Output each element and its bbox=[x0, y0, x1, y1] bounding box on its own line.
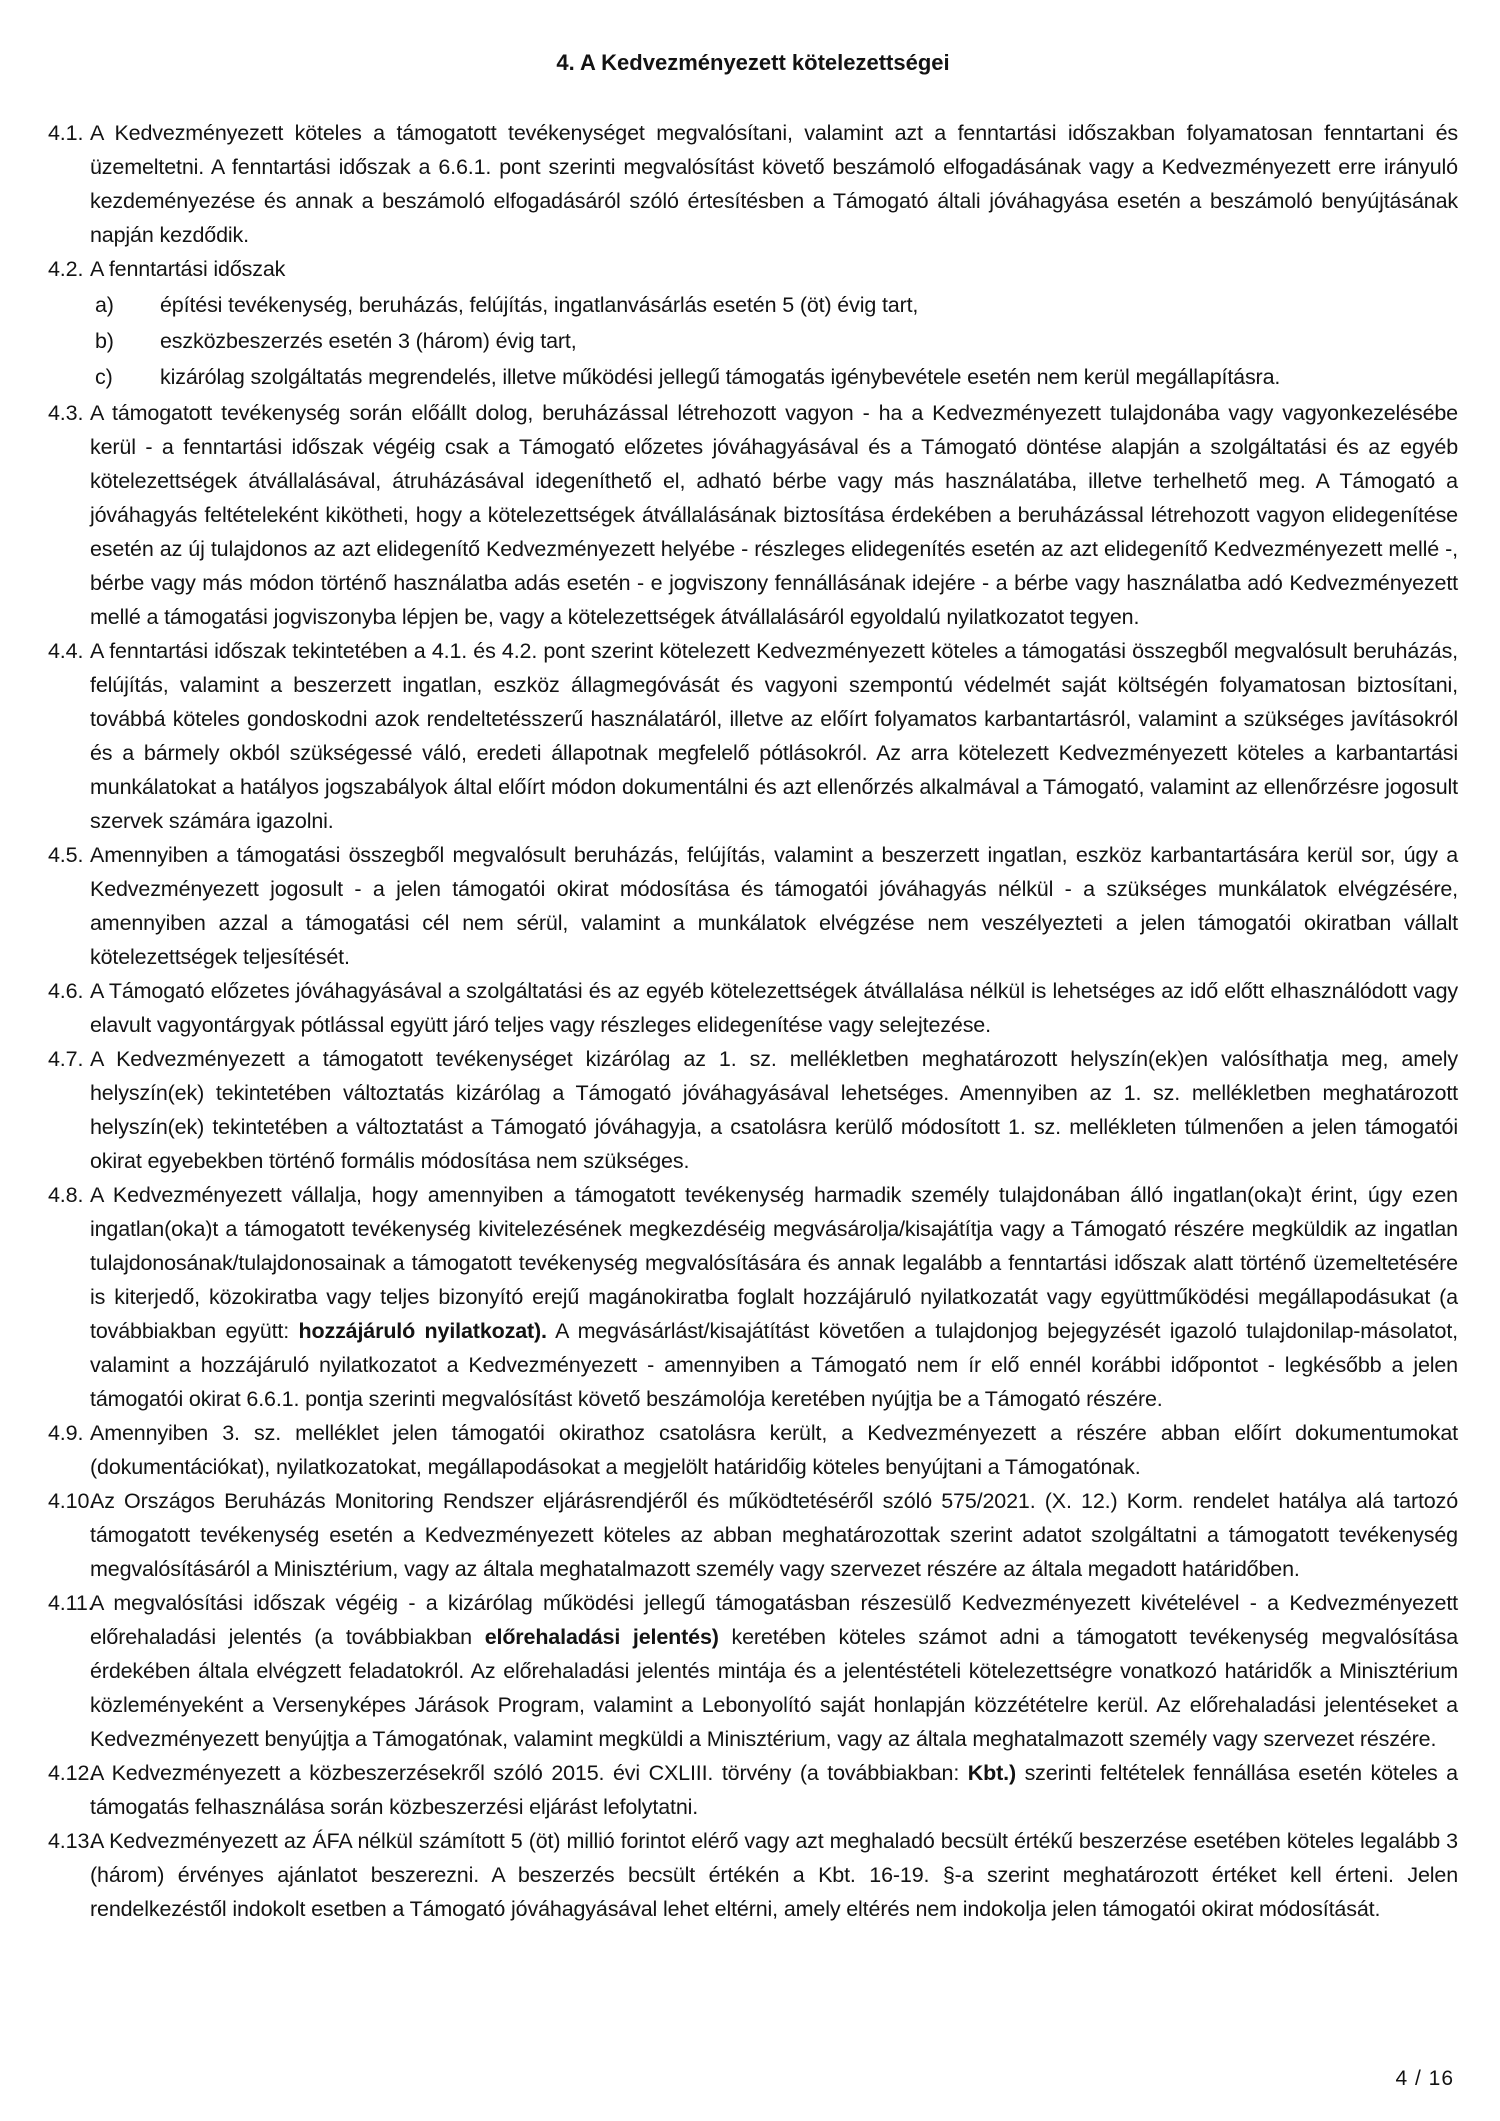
item-text: A fenntartási időszak bbox=[90, 257, 286, 281]
page-number: 4 / 16 bbox=[1395, 2067, 1454, 2090]
sub-item bbox=[90, 288, 1458, 322]
item-number: 4.2. bbox=[48, 257, 84, 281]
list-item bbox=[48, 252, 1458, 394]
item-number: 4.1. bbox=[48, 121, 84, 145]
item-number: 4.4. bbox=[48, 639, 84, 663]
item-number: 4.3. bbox=[48, 401, 84, 425]
item-text: A támogatott tevékenység során előállt dolog, beruházással létrehozott vagyon - ha a Kedvezményezett tulajdonába vagy vagyonkezelésébe kerül - a fenntartási időszak végéig csak a Támogató előzetes jóváhagyásával és a Támogató döntése alapján a szolgáltatási és az egyéb kötelezettségek átvállalásával, átruházásával idegeníthető el, adható bérbe vagy más használatába, illetve terhelhető meg. A Támogató a jóváhagyás feltételeként kikötheti, hogy a kötelezettségek átvállalásának biztosítása érdekében a beruházással létrehozott vagyon elidegenítése esetén az új tulajdonos az azt elidegenítő Kedvezményezett helyébe - részleges elidegenítés esetén az azt elidegenítő Kedvezményezett mellé -, bérbe vagy más módon történő használatba adás esetén - e jogviszony fennállásának idejére - a bérbe vagy használatba adó Kedvezményezett mellé a támogatási jogviszonyba lépjen be, vagy a kötelezettségek átvállalásáról egyoldalú nyilatkozatot tegyen. bbox=[90, 401, 1458, 629]
sub-item-text: építési tevékenység, beruházás, felújítás, ingatlanvásárlás esetén 5 (öt) évig tart, bbox=[160, 293, 919, 317]
item-number: 4.12. bbox=[48, 1761, 96, 1785]
item-text: A Kedvezményezett a közbeszerzésekről szóló 2015. évi CXLIII. törvény (a továbbiakban: Kbt.) szerinti feltételek fennállása esetén köteles a támogatás felhasználása során közbeszerzési eljárást lefolytatni. bbox=[90, 1761, 1458, 1819]
sub-item-text: kizárólag szolgáltatás megrendelés, illetve működési jellegű támogatás igénybevétele esetén nem kerül megállapításra. bbox=[160, 365, 1281, 389]
list-item bbox=[48, 1178, 1458, 1416]
item-number: 4.5. bbox=[48, 843, 84, 867]
sub-item-letter: a) bbox=[95, 293, 114, 317]
list-item bbox=[48, 1586, 1458, 1756]
sub-item bbox=[90, 360, 1458, 394]
item-text: A Kedvezményezett az ÁFA nélkül számított 5 (öt) millió forintot elérő vagy azt meghaladó becsült értékű beszerzése esetében köteles legalább 3 (három) érvényes ajánlatot beszerezni. A beszerzés becsült értékén a Kbt. 16-19. §-a szerint meghatározott értéket kell érteni. Jelen rendelkezéstől indokolt esetben a Támogató jóváhagyásával lehet eltérni, amely eltérés nem indokolja jelen támogatói okirat módosítását. bbox=[90, 1829, 1458, 1921]
item-number: 4.9. bbox=[48, 1421, 84, 1445]
page-title: 4. A Kedvezményezett kötelezettségei bbox=[556, 50, 950, 75]
sub-item bbox=[90, 324, 1458, 358]
list-item bbox=[48, 396, 1458, 634]
item-text: A Kedvezményezett vállalja, hogy amennyiben a támogatott tevékenység harmadik személy tulajdonában álló ingatlan(oka)t érint, úgy ezen ingatlan(oka)t a támogatott tevékenység kivitelezésének megkezdéséig megvásárolja/kisajátítja vagy a Támogató részére megküldik az ingatlan tulajdonosának/tulajdonosainak a támogatott tevékenység megvalósítására és annak legalább a fenntartási időszak alatt történő üzemeltetésére is kiterjedő, közokiratba vagy teljes bizonyító erejű magánokiratba foglalt hozzájáruló nyilatkozatát vagy együttműködési megállapodásukat (a továbbiakban együtt: hozzájáruló nyilatkozat). A megvásárlást/kisajátítást követően a tulajdonjog bejegyzését igazoló tulajdonilap-másolatot, valamint a hozzájáruló nyilatkozatot a Kedvezményezett - amennyiben a Támogató nem ír elő ennél korábbi időpontot - legkésőbb a jelen támogatói okirat 6.6.1. pontja szerinti megvalósítást követő beszámolója keretében nyújtja be a Támogató részére. bbox=[90, 1183, 1458, 1411]
list-item bbox=[48, 116, 1458, 252]
list-item bbox=[48, 974, 1458, 1042]
item-text: A Kedvezményezett a támogatott tevékenységet kizárólag az 1. sz. mellékletben meghatározott helyszín(ek)en valósíthatja meg, amely helyszín(ek) tekintetében változtatás kizárólag a Támogató jóváhagyásával lehetséges. Amennyiben az 1. sz. mellékletben meghatározott helyszín(ek) tekintetében a változtatást a Támogató jóváhagyja, a csatolásra kerülő módosított 1. sz. mellékleten túlmenően a jelen támogatói okirat egyebekben történő formális módosítása nem szükséges. bbox=[90, 1047, 1458, 1173]
obligations-list bbox=[48, 116, 1458, 1926]
list-item bbox=[48, 634, 1458, 838]
item-text: A Kedvezményezett köteles a támogatott tevékenységet megvalósítani, valamint azt a fenntartási időszakban folyamatosan fenntartani és üzemeltetni. A fenntartási időszak a 6.6.1. pont szerinti megvalósítást követő beszámoló elfogadásának vagy a Kedvezményezett erre irányuló kezdeményezése és annak a beszámoló elfogadásáról szóló értesítésben a Támogató általi jóváhagyása esetén a beszámoló benyújtásának napján kezdődik. bbox=[90, 121, 1458, 247]
list-item bbox=[48, 1756, 1458, 1824]
list-item bbox=[48, 1484, 1458, 1586]
item-text: Az Országos Beruházás Monitoring Rendszer eljárásrendjéről és működtetéséről szóló 575/2021. (X. 12.) Korm. rendelet hatálya alá tartozó támogatott tevékenység esetén a Kedvezményezett köteles az abban meghatározottak szerint adatot szolgáltatni a támogatott tevékenység megvalósításáról a Minisztérium, vagy az általa meghatalmazott személy vagy szervezet részére az általa megadott határidőben. bbox=[90, 1489, 1458, 1581]
item-text: A Támogató előzetes jóváhagyásával a szolgáltatási és az egyéb kötelezettségek átvállalása nélkül is lehetséges az idő előtt elhasználódott vagy elavult vagyontárgyak pótlással együtt járó teljes vagy részleges elidegenítése vagy selejtezése. bbox=[90, 979, 1458, 1037]
item-text: A fenntartási időszak tekintetében a 4.1. és 4.2. pont szerint kötelezett Kedvezményezett köteles a támogatási összegből megvalósult beruházás, felújítás, valamint a beszerzett ingatlan, eszköz állagmegóvását és vagyoni szempontú védelmét saját költségén folyamatosan biztosítani, továbbá köteles gondoskodni azok rendeltetésszerű használatáról, illetve az előírt folyamatos karbantartásról, valamint a szükséges javításokról és a bármely okból szükségessé váló, eredeti állapotnak megfelelő pótlásokról. Az arra kötelezett Kedvezményezett köteles a karbantartási munkálatokat a hatályos jogszabályok által előírt módon dokumentálni és azt ellenőrzés alkalmával a Támogató, valamint az ellenőrzésre jogosult szervek számára igazolni. bbox=[90, 639, 1458, 833]
item-number: 4.13. bbox=[48, 1829, 96, 1853]
item-number: 4.6. bbox=[48, 979, 84, 1003]
item-text: Amennyiben 3. sz. melléklet jelen támogatói okirathoz csatolásra került, a Kedvezményezett a részére abban előírt dokumentumokat (dokumentációkat), nyilatkozatokat, megállapodásokat a megjelölt határidőig köteles benyújtani a Támogatónak. bbox=[90, 1421, 1458, 1479]
item-text: Amennyiben a támogatási összegből megvalósult beruházás, felújítás, valamint a beszerzett ingatlan, eszköz karbantartására kerül sor, úgy a Kedvezményezett jogosult - a jelen támogatói okirat módosítása és támogatói jóváhagyás nélkül - a szükséges munkálatok elvégzésére, amennyiben azzal a támogatási cél nem sérül, valamint a munkálatok elvégzése nem veszélyezteti a jelen támogatói okiratban vállalt kötelezettségek teljesítését. bbox=[90, 843, 1458, 969]
list-item bbox=[48, 1416, 1458, 1484]
item-number: 4.8. bbox=[48, 1183, 84, 1207]
item-number: 4.7. bbox=[48, 1047, 84, 1071]
list-item bbox=[48, 1824, 1458, 1926]
sub-item-letter: b) bbox=[95, 329, 114, 353]
list-item bbox=[48, 838, 1458, 974]
sub-item-text: eszközbeszerzés esetén 3 (három) évig tart, bbox=[160, 329, 577, 353]
item-text: A megvalósítási időszak végéig - a kizárólag működési jellegű támogatásban részesülő Kedvezményezett kivételével - a Kedvezményezett előrehaladási jelentés (a továbbiakban előrehaladási jelentés) keretében köteles számot adni a támogatott tevékenység megvalósítása érdekében általa elvégzett feladatokról. Az előrehaladási jelentés mintája és a jelentéstételi kötelezettségre vonatkozó határidők a Minisztérium közleményeként a Versenyképes Járások Program, valamint a Lebonyolító saját honlapján közzétételre kerül. Az előrehaladási jelentéseket a Kedvezményezett benyújtja a Támogatónak, valamint megküldi a Minisztérium, vagy az általa meghatalmazott személy vagy szervezet részére. bbox=[90, 1591, 1459, 1751]
item-number: 4.11. bbox=[48, 1591, 94, 1615]
item-number: 4.10. bbox=[48, 1489, 96, 1513]
list-item bbox=[48, 1042, 1458, 1178]
sub-item-letter: c) bbox=[95, 365, 113, 389]
